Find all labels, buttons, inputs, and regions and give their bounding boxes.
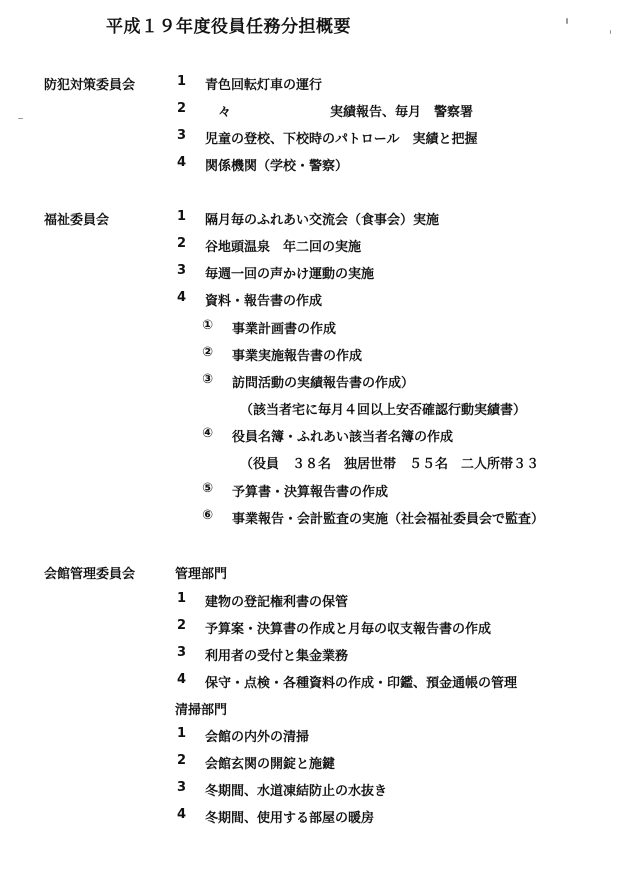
item-text: 実績報告、毎月 警察署 — [330, 105, 474, 120]
item-text: 冬期間、水道凍結防止の水抜き — [205, 784, 388, 799]
item-text: 資料・報告書の作成 — [205, 294, 323, 309]
sub-item-number: ③ — [202, 372, 214, 387]
department-heading-kanri: 管理部門 — [175, 567, 228, 582]
item-number: 2 — [177, 101, 187, 116]
item-text: 隔月毎のふれあい交流会（食事会）実施 — [205, 213, 440, 228]
sub-item-number: ② — [202, 345, 214, 360]
item-text: 建物の登記権利書の保管 — [205, 595, 349, 610]
item-text: 会館の内外の清掃 — [205, 730, 310, 745]
item-text: 関係機関（学校・警察） — [205, 159, 349, 174]
scan-speck — [18, 118, 23, 119]
item-number: 4 — [177, 672, 187, 687]
sub-item-number: ① — [202, 318, 214, 333]
item-number: 1 — [177, 74, 187, 89]
item-number: 3 — [177, 645, 187, 660]
item-text: 毎週一回の声かけ運動の実施 — [205, 267, 375, 282]
ditto-mark: 々 — [218, 105, 232, 120]
scan-speck — [566, 18, 568, 24]
item-number: 4 — [177, 155, 187, 170]
sub-item-text: 役員名簿・ふれあい該当者名簿の作成 — [232, 430, 454, 445]
sub-item-text: 事業実施報告書の作成 — [232, 349, 363, 364]
sub-item-note: （該当者宅に毎月４回以上安否確認行動実績書） — [240, 403, 527, 418]
sub-item-number: ⑤ — [202, 481, 214, 496]
item-number: 2 — [177, 618, 187, 633]
page-title: 平成１９年度役員任務分担概要 — [106, 17, 351, 37]
sub-item-text: 訪問活動の実績報告書の作成） — [232, 376, 415, 391]
item-text: 児童の登校、下校時のパトロール 実績と把握 — [205, 132, 478, 147]
item-text: 会館玄関の開錠と施鍵 — [205, 757, 336, 772]
section-label-bohan: 防犯対策委員会 — [44, 78, 136, 93]
item-text: 青色回転灯車の運行 — [205, 78, 323, 93]
section-label-fukushi: 福祉委員会 — [44, 213, 110, 228]
item-text: 冬期間、使用する部屋の暖房 — [205, 811, 375, 826]
sub-item-number: ④ — [202, 426, 214, 441]
sub-item-text: 予算書・決算報告書の作成 — [232, 485, 389, 500]
item-number: 4 — [177, 290, 187, 305]
item-number: 2 — [177, 236, 187, 251]
item-text: 保守・点検・各種資料の作成・印鑑、預金通帳の管理 — [205, 676, 518, 691]
scan-speck — [610, 30, 611, 34]
item-number: 1 — [177, 591, 187, 606]
sub-item-text: 事業計画書の作成 — [232, 322, 337, 337]
sub-item-number: ⑥ — [202, 508, 214, 523]
item-number: 1 — [177, 209, 187, 224]
item-text: 利用者の受付と集金業務 — [205, 649, 349, 664]
item-number: 4 — [177, 807, 187, 822]
item-number: 3 — [177, 128, 187, 143]
item-number: 3 — [177, 263, 187, 278]
item-text: 予算案・決算書の作成と月毎の収支報告書の作成 — [205, 622, 492, 637]
item-number: 3 — [177, 780, 187, 795]
item-number: 2 — [177, 753, 187, 768]
sub-item-text: 事業報告・会計監査の実施（社会福祉委員会で監査） — [232, 512, 545, 527]
department-heading-seiso: 清掃部門 — [175, 703, 228, 718]
section-label-kaikan: 会館管理委員会 — [44, 567, 136, 582]
sub-item-note: （役員 ３８名 独居世帯 ５５名 二人所帯３３ — [240, 457, 540, 472]
item-number: 1 — [177, 726, 187, 741]
item-text: 谷地頭温泉 年二回の実施 — [205, 240, 362, 255]
